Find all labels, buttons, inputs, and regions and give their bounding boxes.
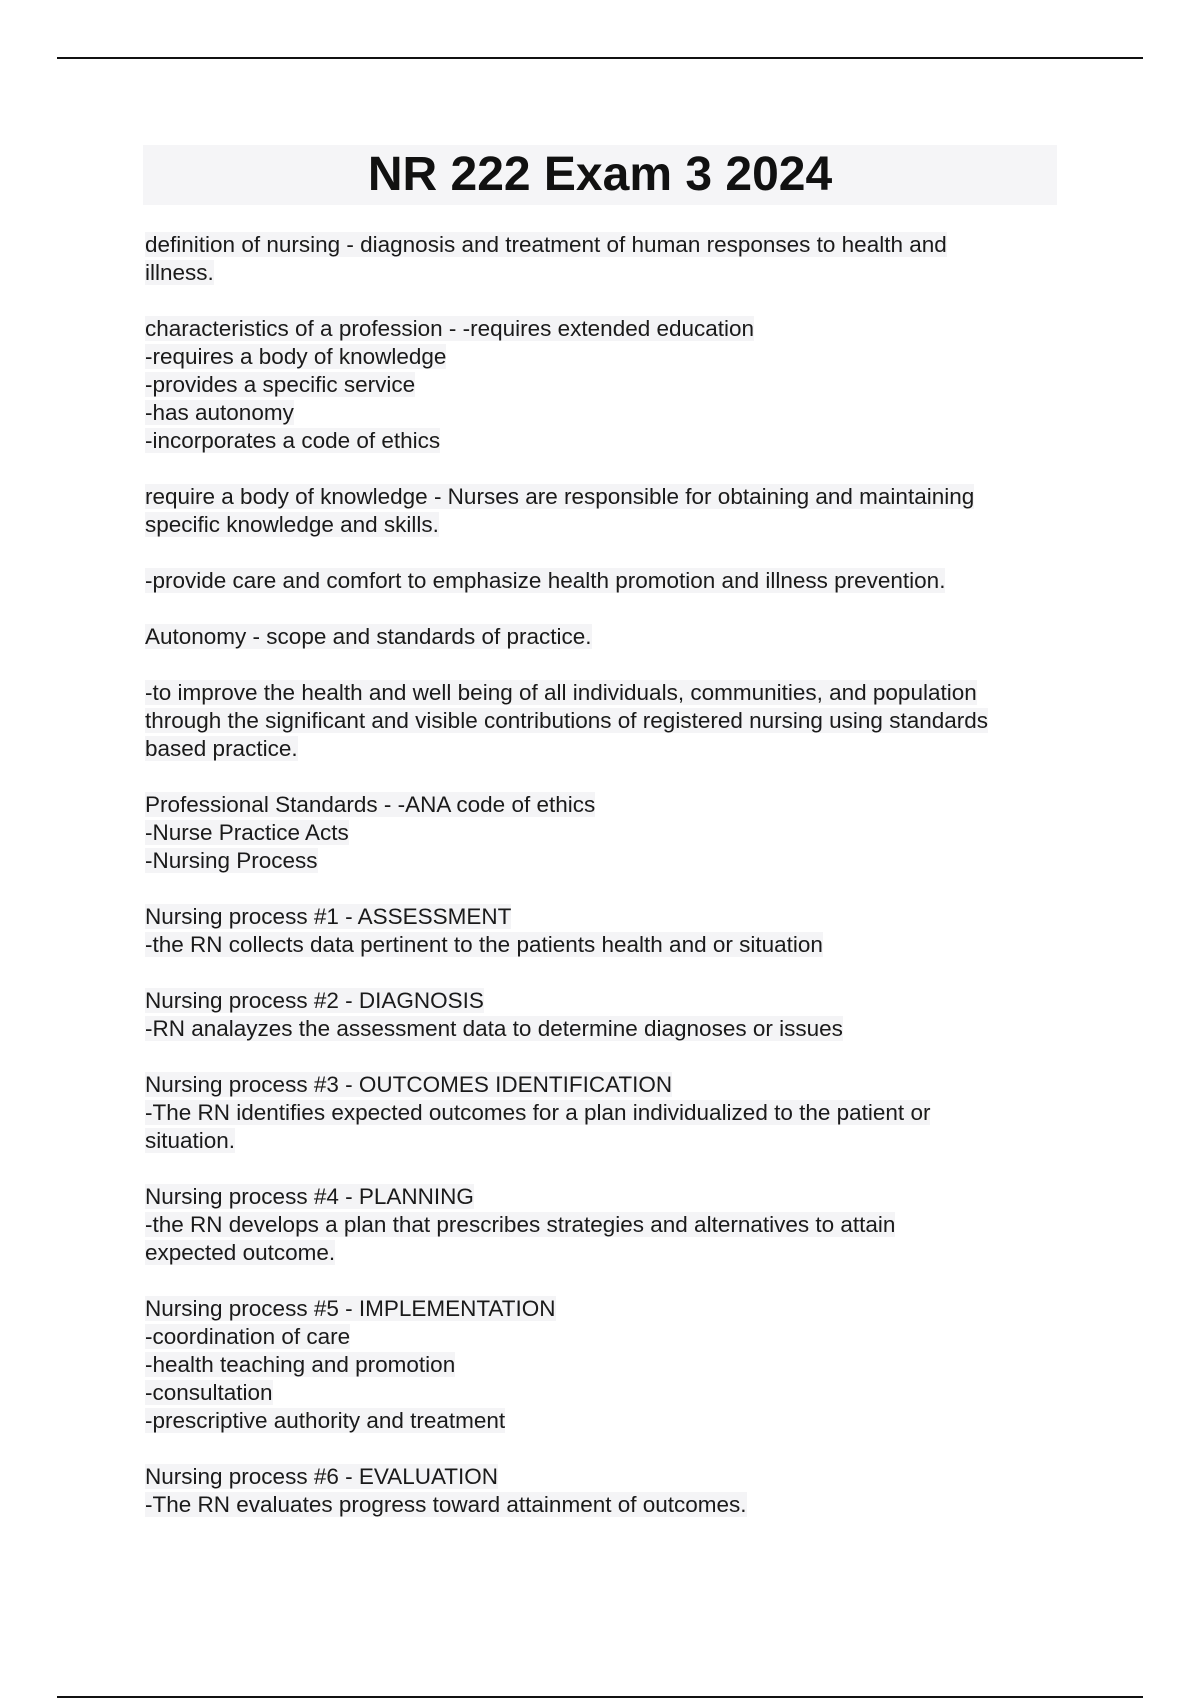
flashcard-entry (145, 567, 1065, 595)
entry-text: -The RN identifies expected outcomes for a plan individualized to the patient or (145, 1100, 931, 1125)
entry-term-line (145, 315, 1065, 343)
flashcard-entry (145, 1071, 1065, 1155)
entry-detail-line (145, 399, 1065, 427)
entry-text: -Nurse Practice Acts (145, 820, 349, 845)
entry-text: Nursing process #4 - PLANNING (145, 1184, 474, 1209)
flashcard-entry (145, 1295, 1065, 1435)
entry-text: require a body of knowledge - Nurses are responsible for obtaining and maintaining (145, 484, 975, 509)
entry-text: -incorporates a code of ethics (145, 428, 441, 453)
entry-text: Autonomy - scope and standards of practice. (145, 624, 592, 649)
flashcard-entry (145, 791, 1065, 875)
flashcard-entry (145, 987, 1065, 1043)
entry-text: -health teaching and promotion (145, 1352, 456, 1377)
entry-term-line (145, 679, 1065, 707)
entry-term-line (145, 1295, 1065, 1323)
entry-text: specific knowledge and skills. (145, 512, 439, 537)
bottom-divider (57, 1696, 1143, 1698)
entry-text: characteristics of a profession - -requires extended education (145, 316, 755, 341)
entry-text: -the RN collects data pertinent to the patients health and or situation (145, 932, 823, 957)
entry-detail-line (145, 1015, 1065, 1043)
entry-detail-line (145, 511, 1065, 539)
entry-detail-line (145, 707, 1065, 735)
flashcard-entry (145, 623, 1065, 651)
entry-text: -the RN develops a plan that prescribes strategies and alternatives to attain (145, 1212, 896, 1237)
entry-text: Nursing process #6 - EVALUATION (145, 1464, 499, 1489)
entry-detail-line (145, 819, 1065, 847)
entry-text: -provide care and comfort to emphasize health promotion and illness prevention. (145, 568, 946, 593)
entry-term-line (145, 1183, 1065, 1211)
entry-detail-line (145, 1407, 1065, 1435)
entry-detail-line (145, 1351, 1065, 1379)
flashcard-entry (145, 903, 1065, 959)
entry-text: -consultation (145, 1380, 273, 1405)
entry-text: -The RN evaluates progress toward attainment of outcomes. (145, 1492, 747, 1517)
entry-term-line (145, 483, 1065, 511)
entry-detail-line (145, 343, 1065, 371)
entry-detail-line (145, 371, 1065, 399)
entry-text: Professional Standards - -ANA code of ethics (145, 792, 596, 817)
entry-text: -to improve the health and well being of all individuals, communities, and population (145, 680, 977, 705)
entry-term-line (145, 567, 1065, 595)
entry-detail-line (145, 259, 1065, 287)
entry-detail-line (145, 1323, 1065, 1351)
flashcard-entry (145, 315, 1065, 455)
entry-detail-line (145, 735, 1065, 763)
entry-text: Nursing process #1 - ASSESSMENT (145, 904, 512, 929)
entry-text: -RN analayzes the assessment data to determine diagnoses or issues (145, 1016, 843, 1041)
entry-detail-line (145, 847, 1065, 875)
entry-text: expected outcome. (145, 1240, 336, 1265)
entry-text: -has autonomy (145, 400, 294, 425)
entry-detail-line (145, 1491, 1065, 1519)
entry-text: Nursing process #2 - DIAGNOSIS (145, 988, 484, 1013)
entry-term-line (145, 623, 1065, 651)
entry-text: Nursing process #3 - OUTCOMES IDENTIFICATION (145, 1072, 673, 1097)
entry-detail-line (145, 427, 1065, 455)
entry-detail-line (145, 931, 1065, 959)
flashcard-entry (145, 483, 1065, 539)
entry-detail-line (145, 1127, 1065, 1155)
flashcard-entry (145, 679, 1065, 763)
title-band (143, 145, 1057, 205)
flashcard-list (145, 231, 1065, 1547)
page-title: NR 222 Exam 3 2024 (367, 148, 833, 201)
entry-detail-line (145, 1099, 1065, 1127)
entry-text: illness. (145, 260, 214, 285)
entry-term-line (145, 231, 1065, 259)
entry-term-line (145, 1463, 1065, 1491)
entry-text: -provides a specific service (145, 372, 416, 397)
entry-detail-line (145, 1239, 1065, 1267)
entry-text: situation. (145, 1128, 236, 1153)
flashcard-entry (145, 1463, 1065, 1519)
entry-text: Nursing process #5 - IMPLEMENTATION (145, 1296, 556, 1321)
entry-text: based practice. (145, 736, 298, 761)
entry-text: definition of nursing - diagnosis and treatment of human responses to health and (145, 232, 947, 257)
entry-term-line (145, 791, 1065, 819)
entry-detail-line (145, 1211, 1065, 1239)
top-divider (57, 57, 1143, 59)
flashcard-entry (145, 1183, 1065, 1267)
entry-term-line (145, 1071, 1065, 1099)
entry-term-line (145, 987, 1065, 1015)
entry-text: -Nursing Process (145, 848, 318, 873)
entry-text: -requires a body of knowledge (145, 344, 447, 369)
entry-text: through the significant and visible contributions of registered nursing using standards (145, 708, 989, 733)
flashcard-entry (145, 231, 1065, 287)
entry-term-line (145, 903, 1065, 931)
entry-text: -prescriptive authority and treatment (145, 1408, 506, 1433)
entry-text: -coordination of care (145, 1324, 351, 1349)
entry-detail-line (145, 1379, 1065, 1407)
